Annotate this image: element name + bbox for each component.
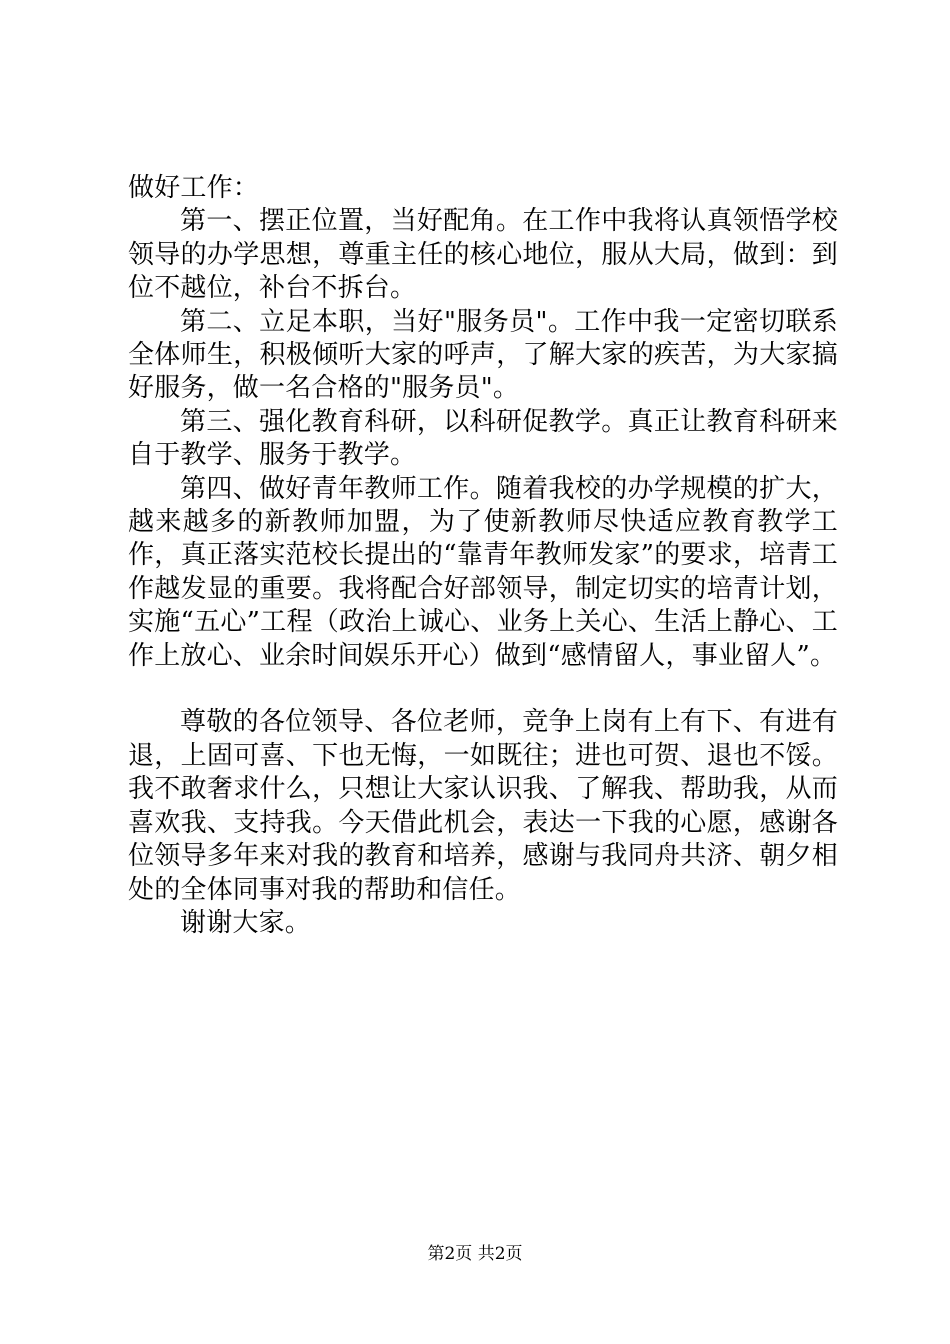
paragraph-thanks: 谢谢大家。: [180, 907, 312, 938]
page-number-footer: 第2页 共2页: [427, 1244, 523, 1264]
paragraph-spacer: [128, 673, 838, 706]
paragraph-point-two: 第二、立足本职，当好"服务员"。工作中我一定密切联系全体师生，积极倾听大家的呼声，了解大家的疾苦，为大家搞好服务，做一名合格的"服务员"。: [128, 306, 838, 404]
paragraph-point-three: 第三、强化教育科研，以科研促教学。真正让教育科研来自于教学、服务于教学。: [128, 406, 838, 471]
document-body: [128, 172, 838, 940]
paragraph-closing: 尊敬的各位领导、各位老师，竞争上岗有上有下、有进有退，上固可喜、下也无悔，一如既往；进也可贺、退也不馁。我不敢奢求什么，只想让大家认识我、了解我、帮助我，从而喜欢我、支持我。今天借此机会，表达一下我的心愿，感谢各位领导多年来对我的教育和培养，感谢与我同舟共济、朝夕相处的全体同事对我的帮助和信任。: [128, 707, 838, 905]
paragraph-point-four: 第四、做好青年教师工作。随着我校的办学规模的扩大，越来越多的新教师加盟，为了使新教师尽快适应教育教学工作，真正落实范校长提出的“靠青年教师发家”的要求，培青工作越发显的重要。我将配合好部领导，制定切实的培青计划，实施“五心”工程（政治上诚心、业务上关心、生活上静心、工作上放心、业余时间娱乐开心）做到“感情留人，事业留人”。: [128, 473, 838, 671]
paragraph-point-one: 第一、摆正位置，当好配角。在工作中我将认真领悟学校领导的办学思想，尊重主任的核心地位，服从大局，做到：到位不越位，补台不拆台。: [128, 206, 838, 304]
paragraph-intro: 做好工作：: [128, 173, 260, 203]
